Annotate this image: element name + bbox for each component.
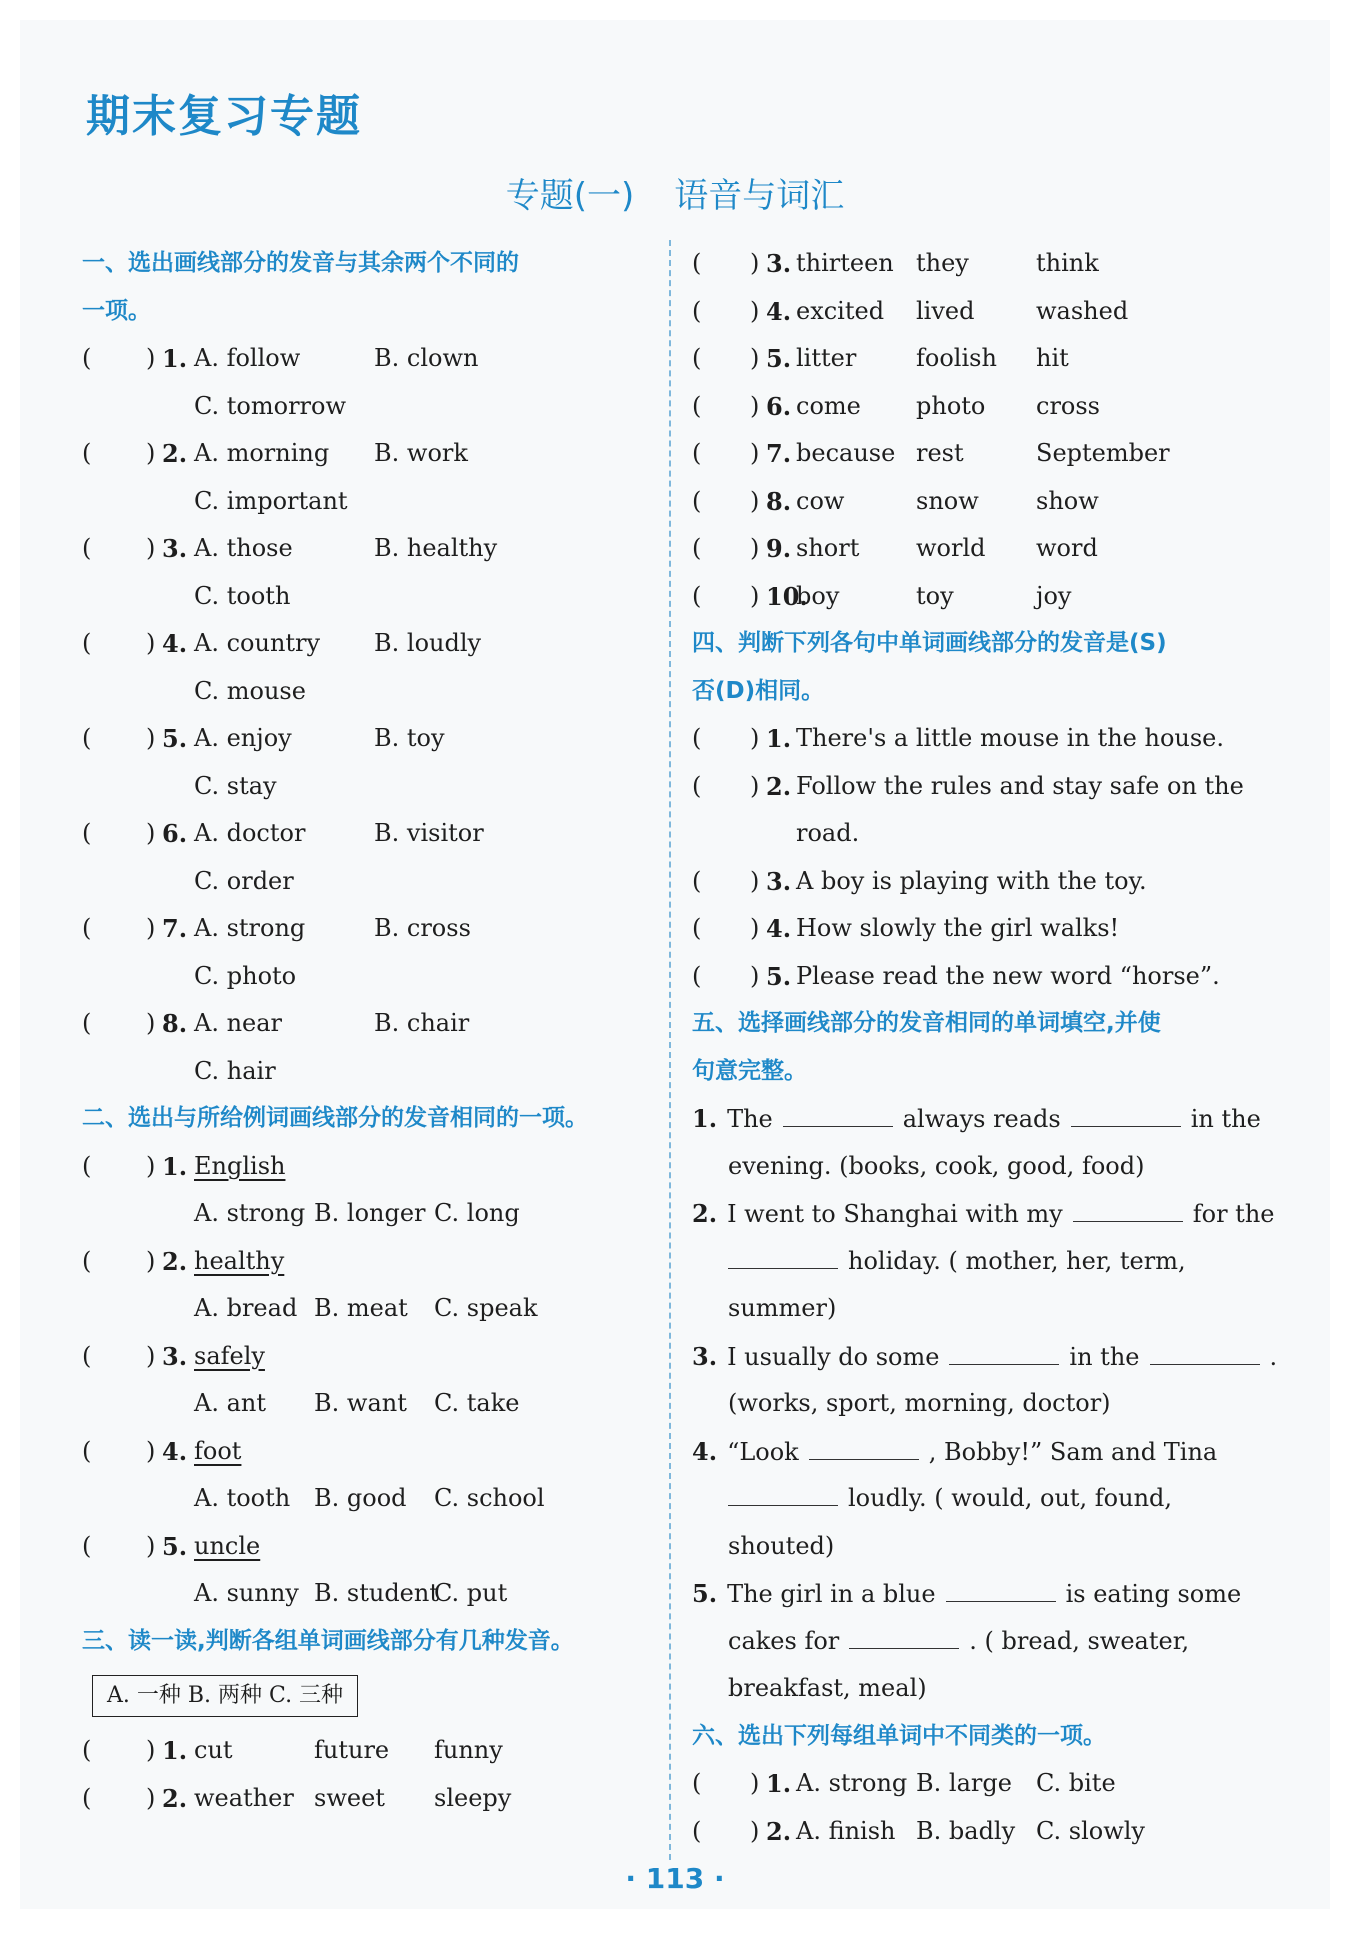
answer-paren-open[interactable]: (: [692, 249, 702, 277]
word-2: future: [314, 1736, 390, 1764]
answer-paren-close[interactable]: ): [146, 1009, 156, 1037]
fill-text: 3.: [692, 1341, 718, 1371]
fill-line: [692, 1095, 1292, 1143]
option-a: A. doctor: [194, 819, 306, 847]
fill-line: [692, 1143, 1292, 1191]
answer-blank[interactable]: [1073, 1195, 1183, 1222]
answer-paren-close[interactable]: ): [750, 1769, 760, 1797]
fill-text: I went to Shanghai with my: [727, 1200, 1063, 1228]
word-1: litter: [796, 344, 857, 372]
question-row: [692, 1760, 1292, 1808]
fill-text: The girl in a blue: [727, 1580, 936, 1608]
word-1: excited: [796, 296, 885, 325]
answer-paren-close[interactable]: ): [146, 819, 156, 847]
option-a: A. morning: [194, 439, 330, 467]
question-number: 2.: [162, 1246, 188, 1276]
question-row: [692, 715, 1292, 763]
answer-paren-close[interactable]: ): [750, 296, 760, 325]
answer-blank[interactable]: [946, 1575, 1056, 1602]
section-4-title-line1: 四、判断下列各句中单词画线部分的发音是(S): [692, 630, 1167, 656]
fill-text: in the: [1069, 1342, 1140, 1371]
answer-paren-open[interactable]: (: [82, 1783, 92, 1812]
option-c: C. order: [194, 866, 294, 895]
option-b: B. student: [314, 1579, 439, 1607]
word-2: sweet: [314, 1783, 385, 1812]
word-3: show: [1036, 486, 1099, 515]
word-1: short: [796, 534, 860, 562]
option-b: B. cross: [374, 914, 471, 942]
question-row: [82, 1238, 668, 1286]
question-number: 9.: [766, 534, 792, 563]
question-number: 1.: [766, 1769, 792, 1798]
answer-paren-close[interactable]: ): [750, 581, 760, 610]
option-c: C. stay: [194, 771, 277, 800]
question-row: [82, 715, 668, 763]
option-b: B. longer: [314, 1199, 426, 1227]
answer-paren-close[interactable]: ): [146, 1531, 156, 1560]
question-row: [82, 525, 668, 573]
question-row-cont: [82, 763, 668, 811]
answer-paren-close[interactable]: ): [750, 249, 760, 277]
answer-paren-open[interactable]: (: [692, 724, 702, 752]
answer-paren-open[interactable]: (: [692, 1816, 702, 1845]
answer-paren-open[interactable]: (: [82, 1246, 92, 1275]
question-row: [692, 383, 1292, 431]
question-row: [692, 953, 1292, 1001]
question-row: [692, 1808, 1292, 1856]
answer-paren-close[interactable]: ): [750, 534, 760, 562]
question-number: 2.: [766, 771, 792, 801]
section-4-title-line2: 否(D)相同。: [692, 677, 825, 704]
fill-line: [692, 1380, 1292, 1428]
fill-line: [692, 1333, 1292, 1381]
answer-paren-open[interactable]: (: [692, 534, 702, 562]
option-b: B. work: [374, 439, 468, 467]
section-6-list: [692, 1760, 1292, 1855]
question-number: 8.: [162, 1009, 188, 1038]
option-c: C. long: [434, 1199, 520, 1227]
question-number: 4.: [766, 914, 792, 943]
answer-paren-close[interactable]: ): [146, 629, 156, 657]
question-number: 5.: [766, 961, 792, 991]
fill-line: [692, 1618, 1292, 1666]
question-number: 5.: [162, 724, 188, 753]
question-number: 10.: [766, 581, 808, 611]
word-3: September: [1036, 439, 1170, 467]
question-number: 2.: [766, 1816, 792, 1846]
question-row: [82, 1333, 668, 1381]
question-number: 3.: [766, 866, 792, 896]
question-row: [82, 1000, 668, 1048]
section-1-title-line2: 一项。: [82, 297, 151, 324]
answer-paren-close[interactable]: ): [750, 866, 760, 895]
option-c: C. tooth: [194, 581, 291, 610]
section-3-list-right: [692, 240, 1292, 620]
question-text: How slowly the girl walks!: [796, 914, 1120, 942]
question-number: 3.: [766, 249, 792, 278]
answer-paren-close[interactable]: ): [750, 914, 760, 942]
section-5-title-line1: 五、选择画线部分的发音相同的单词填空,并使: [692, 1010, 1161, 1036]
topic-title: [20, 168, 1330, 217]
word-2: they: [916, 249, 969, 277]
answer-paren-close[interactable]: ): [750, 724, 760, 752]
option-b: B. chair: [374, 1009, 470, 1037]
option-legend-box: A. 一种 B. 两种 C. 三种: [92, 1675, 358, 1717]
section-1-list: [82, 335, 668, 1095]
section-1-title-line1: 一、选出画线部分的发音与其余两个不同的: [82, 250, 519, 276]
section-2-list: [82, 1143, 668, 1618]
topic-number: 专题(一): [505, 176, 635, 216]
fill-text: evening. (books, cook, good, food): [728, 1151, 1145, 1180]
answer-paren-close[interactable]: ): [146, 1436, 156, 1465]
question-row-cont: [82, 383, 668, 431]
options-row: [82, 1380, 668, 1428]
fill-line: [692, 1285, 1292, 1333]
word-1: cow: [796, 486, 845, 515]
question-text-cont-line: road.: [796, 819, 860, 847]
fill-text: 1.: [692, 1104, 718, 1133]
word-3: cross: [1036, 391, 1100, 420]
option-a: A. finish: [796, 1816, 896, 1845]
options-row: [82, 1285, 668, 1333]
example-word: English: [194, 1151, 286, 1180]
answer-paren-close[interactable]: ): [146, 1246, 156, 1275]
answer-paren-close[interactable]: ): [750, 391, 760, 420]
option-a: A. ant: [194, 1389, 266, 1417]
question-number: 7.: [162, 914, 188, 943]
section-4-title: [692, 620, 1292, 715]
question-row: [692, 525, 1292, 573]
option-c: C. hair: [194, 1056, 276, 1085]
word-1: weather: [194, 1783, 294, 1812]
page-number: · 113 ·: [625, 1862, 725, 1895]
options-row: [82, 1475, 668, 1523]
option-b: B. clown: [374, 344, 479, 372]
option-b: B. good: [314, 1484, 407, 1512]
option-c: C. speak: [434, 1294, 538, 1322]
question-text: A boy is playing with the toy.: [796, 866, 1147, 895]
fill-text: for the: [1192, 1200, 1275, 1228]
answer-blank[interactable]: [728, 1242, 838, 1269]
section-2-title: 二、选出与所给例词画线部分的发音相同的一项。: [82, 1105, 588, 1131]
answer-paren-open[interactable]: (: [692, 771, 702, 800]
answer-paren-close[interactable]: ): [750, 439, 760, 467]
answer-blank[interactable]: [728, 1479, 838, 1506]
question-row: [692, 573, 1292, 621]
answer-paren-open[interactable]: (: [82, 439, 92, 467]
option-a: A. those: [194, 534, 293, 562]
worksheet-page: [20, 20, 1330, 1909]
question-row-cont: [82, 858, 668, 906]
question-number: 6.: [162, 819, 188, 848]
question-row: [692, 240, 1292, 288]
word-1: thirteen: [796, 249, 894, 277]
answer-paren-open[interactable]: (: [692, 581, 702, 610]
word-1: come: [796, 391, 861, 420]
answer-paren-open[interactable]: (: [82, 534, 92, 562]
topic-name: 语音与词汇: [674, 176, 845, 216]
question-text: There's a little mouse in the house.: [796, 724, 1224, 752]
answer-blank[interactable]: [809, 1433, 919, 1460]
answer-paren-open[interactable]: (: [692, 439, 702, 467]
option-a: A. strong: [194, 914, 306, 942]
fill-line: [692, 1428, 1292, 1476]
question-number: 6.: [766, 391, 792, 421]
option-c: C. slowly: [1036, 1816, 1145, 1845]
fill-text: summer): [728, 1294, 837, 1322]
option-c: C. school: [434, 1484, 545, 1512]
option-a: A. enjoy: [194, 724, 292, 752]
word-3: think: [1036, 249, 1099, 277]
fill-text: 5.: [692, 1579, 718, 1608]
answer-blank[interactable]: [949, 1338, 1059, 1365]
answer-paren-open[interactable]: (: [82, 1436, 92, 1465]
option-b: B. loudly: [374, 629, 482, 657]
question-row: [82, 430, 668, 478]
example-word: uncle: [194, 1531, 261, 1560]
answer-paren-close[interactable]: ): [146, 1341, 156, 1370]
answer-paren-close[interactable]: ): [146, 1783, 156, 1812]
option-b: B. healthy: [374, 534, 498, 562]
word-3: washed: [1036, 296, 1129, 325]
question-number: 4.: [162, 629, 188, 658]
answer-paren-open[interactable]: (: [82, 724, 92, 752]
answer-paren-open[interactable]: (: [82, 1531, 92, 1560]
fill-text: (works, sport, morning, doctor): [728, 1389, 1111, 1417]
section-5-title-line2: 句意完整。: [692, 1057, 807, 1084]
question-number: 1.: [162, 1151, 188, 1181]
fill-text: The: [727, 1105, 773, 1133]
option-c: C. mouse: [194, 676, 306, 705]
question-row: [692, 288, 1292, 336]
fill-line: [692, 1523, 1292, 1571]
answer-paren-open[interactable]: (: [82, 914, 92, 942]
question-number: 7.: [766, 439, 792, 468]
option-a: A. strong: [194, 1199, 306, 1227]
question-row-cont: [82, 668, 668, 716]
word-3: joy: [1036, 581, 1072, 610]
answer-paren-close[interactable]: ): [750, 486, 760, 515]
question-number: 3.: [162, 1341, 188, 1371]
fill-text: holiday. ( mother, her, term,: [848, 1246, 1186, 1275]
word-1: boy: [796, 581, 840, 610]
fill-line: [692, 1190, 1292, 1238]
question-row-cont: [82, 1048, 668, 1096]
answer-paren-close[interactable]: ): [146, 1736, 156, 1764]
question-number: 5.: [766, 344, 792, 373]
fill-text: cakes for: [728, 1626, 840, 1655]
word-1: cut: [194, 1736, 233, 1764]
question-text: Follow the rules and stay safe on the: [796, 771, 1244, 800]
column-divider: [669, 240, 671, 1860]
question-text: Please read the new word “horse”.: [796, 961, 1220, 990]
example-word: healthy: [194, 1246, 285, 1275]
word-1: because: [796, 439, 896, 467]
question-row: [82, 1143, 668, 1191]
fill-text: “Look: [727, 1437, 799, 1466]
question-number: 4.: [162, 1436, 188, 1466]
question-row: [82, 1428, 668, 1476]
answer-paren-open[interactable]: (: [692, 391, 702, 420]
question-row: [692, 478, 1292, 526]
section-5-list: [692, 1095, 1292, 1713]
option-c: C. important: [194, 486, 348, 515]
question-number: 2.: [162, 1783, 188, 1813]
answer-paren-close[interactable]: ): [750, 771, 760, 800]
example-word: safely: [194, 1341, 265, 1370]
option-b: B. badly: [916, 1816, 1016, 1845]
word-2: world: [916, 534, 986, 562]
question-number: 5.: [162, 1531, 188, 1561]
section-3-title: 三、读一读,判断各组单词画线部分有几种发音。: [82, 1627, 574, 1654]
question-row-cont: [82, 478, 668, 526]
fill-text: .: [1269, 1342, 1278, 1371]
word-3: word: [1036, 534, 1098, 562]
question-row: [692, 858, 1292, 906]
question-row: [692, 905, 1292, 953]
answer-paren-open[interactable]: (: [692, 344, 702, 372]
answer-paren-open[interactable]: (: [82, 1151, 92, 1180]
question-row: [82, 620, 668, 668]
fill-line: [692, 1570, 1292, 1618]
fill-text: in the: [1190, 1105, 1261, 1133]
option-a: A. near: [194, 1009, 283, 1037]
main-title: 期末复习专题: [86, 91, 362, 142]
option-b: B. meat: [314, 1294, 408, 1322]
option-a: A. sunny: [194, 1579, 299, 1607]
question-number: 3.: [162, 534, 188, 563]
fill-text: 4.: [692, 1436, 718, 1466]
option-b: B. visitor: [374, 819, 484, 847]
question-row: [82, 905, 668, 953]
word-2: foolish: [916, 344, 997, 372]
answer-paren-open[interactable]: (: [692, 296, 702, 325]
option-a: A. country: [194, 629, 321, 657]
fill-text: always reads: [902, 1105, 1061, 1133]
answer-paren-close[interactable]: ): [146, 344, 156, 372]
word-3: hit: [1036, 344, 1069, 372]
fill-text: 2.: [692, 1199, 718, 1228]
word-2: toy: [916, 581, 954, 610]
answer-paren-open[interactable]: (: [692, 486, 702, 515]
example-word: foot: [194, 1436, 242, 1465]
option-b: B. toy: [374, 724, 445, 752]
answer-paren-open[interactable]: (: [82, 1009, 92, 1037]
section-1-title: [82, 240, 668, 335]
answer-paren-open[interactable]: (: [82, 629, 92, 657]
word-3: funny: [434, 1736, 503, 1764]
fill-text: is eating some: [1065, 1580, 1242, 1608]
section-5-title: [692, 1000, 1292, 1095]
option-c: C. put: [434, 1579, 508, 1607]
word-2: photo: [916, 391, 986, 420]
answer-blank[interactable]: [783, 1100, 893, 1127]
question-row-cont: [82, 953, 668, 1001]
answer-paren-close[interactable]: ): [146, 534, 156, 562]
question-number: 1.: [162, 1736, 188, 1765]
question-number: 8.: [766, 486, 792, 516]
answer-paren-close[interactable]: ): [146, 439, 156, 467]
section-3-list-left: [82, 1727, 668, 1822]
answer-blank[interactable]: [1150, 1338, 1260, 1365]
fill-line: [692, 1238, 1292, 1286]
answer-paren-open[interactable]: (: [692, 1769, 702, 1797]
answer-blank[interactable]: [1071, 1100, 1181, 1127]
answer-paren-open[interactable]: (: [692, 914, 702, 942]
question-row: [692, 335, 1292, 383]
question-number: 4.: [766, 296, 792, 326]
question-text-cont: [692, 810, 1292, 858]
word-3: sleepy: [434, 1783, 512, 1812]
question-row: [82, 1727, 668, 1775]
option-b: B. large: [916, 1769, 1012, 1797]
section-6-title: 六、选出下列每组单词中不同类的一项。: [692, 1722, 1106, 1749]
answer-paren-close[interactable]: ): [750, 1816, 760, 1845]
option-c: C. photo: [194, 961, 297, 990]
fill-line: [692, 1475, 1292, 1523]
question-row-cont: [82, 573, 668, 621]
answer-blank[interactable]: [849, 1622, 959, 1649]
answer-paren-close[interactable]: ): [146, 724, 156, 752]
question-number: 1.: [162, 344, 188, 373]
fill-text: breakfast, meal): [728, 1674, 927, 1702]
word-2: lived: [916, 296, 975, 325]
fill-text: shouted): [728, 1531, 835, 1560]
answer-paren-open[interactable]: (: [82, 344, 92, 372]
question-row: [82, 335, 668, 383]
answer-paren-close[interactable]: ): [146, 1151, 156, 1180]
word-2: rest: [916, 439, 964, 467]
option-a: A. strong: [796, 1769, 908, 1797]
options-row: [82, 1190, 668, 1238]
question-row: [82, 1523, 668, 1571]
option-a: A. bread: [194, 1294, 298, 1322]
answer-paren-open[interactable]: (: [692, 866, 702, 895]
fill-text: I usually do some: [727, 1342, 940, 1371]
question-row: [692, 763, 1292, 811]
question-row: [692, 430, 1292, 478]
question-number: 2.: [162, 439, 188, 468]
answer-paren-close[interactable]: ): [146, 914, 156, 942]
section-4-list: [692, 715, 1292, 1000]
option-c: C. take: [434, 1389, 520, 1417]
options-row: [82, 1570, 668, 1618]
answer-paren-open[interactable]: (: [82, 1341, 92, 1370]
fill-text: loudly. ( would, out, found,: [848, 1484, 1173, 1512]
answer-paren-close[interactable]: ): [750, 344, 760, 372]
answer-paren-open[interactable]: (: [692, 961, 702, 990]
option-b: B. want: [314, 1389, 407, 1417]
word-2: snow: [916, 486, 979, 515]
fill-text: . ( bread, sweater,: [969, 1626, 1190, 1655]
option-c: C. tomorrow: [194, 391, 347, 420]
question-row: [82, 1775, 668, 1823]
option-a: A. follow: [194, 344, 301, 372]
answer-paren-close[interactable]: ): [750, 961, 760, 990]
left-column: [82, 240, 668, 1822]
fill-text: , Bobby!” Sam and Tina: [928, 1437, 1218, 1466]
question-row: [82, 810, 668, 858]
fill-line: [692, 1665, 1292, 1713]
right-column: [692, 240, 1292, 1855]
option-c: C. bite: [1036, 1769, 1116, 1797]
answer-paren-open[interactable]: (: [82, 1736, 92, 1764]
answer-paren-open[interactable]: (: [82, 819, 92, 847]
question-number: 1.: [766, 724, 792, 753]
option-a: A. tooth: [194, 1484, 291, 1512]
